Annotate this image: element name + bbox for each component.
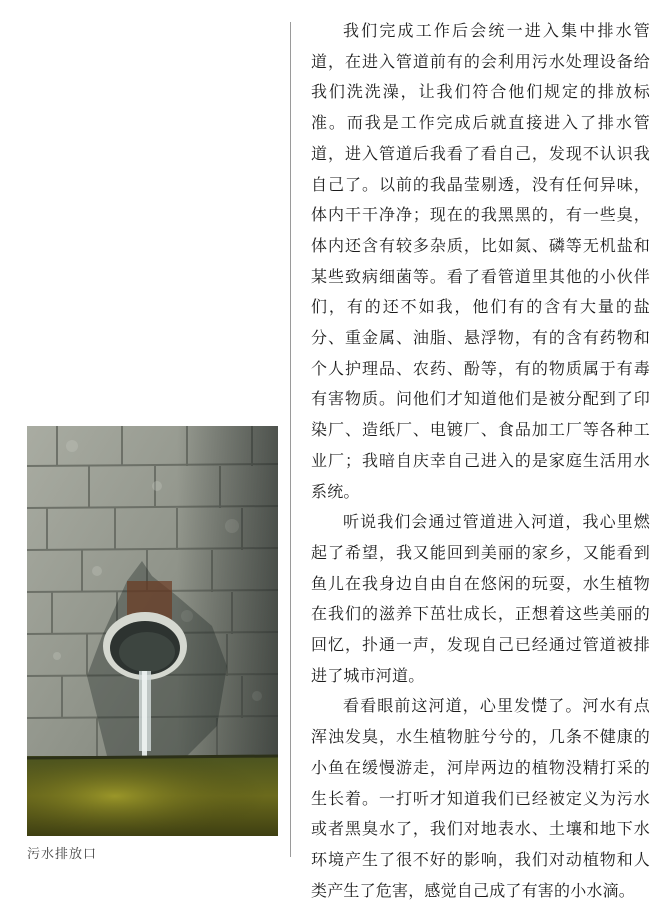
column-divider: [290, 22, 291, 857]
article-paragraph: 听说我们会通过管道进入河道，我心里燃起了希望，我又能回到美丽的家乡，又能看到鱼儿在我身边自由自在悠闲的玩耍，水生植物在我们的滋养下茁壮成长，正想着这些美丽的回忆，扑通一声，发现自己已经通过管道被排进了城市河道。: [311, 512, 650, 685]
article-body: [311, 16, 650, 906]
sewage-outlet-photo: [27, 426, 278, 836]
article-paragraph: 看看眼前这河道，心里发憷了。河水有点浑浊发臭，水生植物脏兮兮的，几条不健康的小鱼在缓慢游走，河岸两边的植物没精打采的生长着。一打听才知道我们已经被定义为污水或者黑臭水了，我们对地表水、土壤和地下水环境产生了很不好的影响，我们对动植物和人类产生了危害，感觉自己成了有害的小水滴。: [311, 696, 650, 900]
article-paragraph: 我们完成工作后会统一进入集中排水管道，在进入管道前有的会利用污水处理设备给我们洗洗澡，让我们符合他们规定的排放标准。而我是工作完成后就直接进入了排水管道，进入管道后我看了看自己，发现不认识我自己了。以前的我晶莹剔透，没有任何异味，体内干干净净；现在的我黑黑的，有一些臭，体内还含有较多杂质，比如氮、磷等无机盐和某些致病细菌等。看了看管道里其他的小伙伴们，有的还不如我，他们有的含有大量的盐分、重金属、油脂、悬浮物，有的含有药物和个人护理品、农药、酚等，有的物质属于有毒有害物质。问他们才知道他们是被分配到了印染厂、造纸厂、电镀厂、食品加工厂等各种工业厂；我暗自庆幸自己进入的是家庭生活用水系统。: [311, 21, 650, 501]
photo-caption: 污水排放口: [27, 847, 98, 862]
